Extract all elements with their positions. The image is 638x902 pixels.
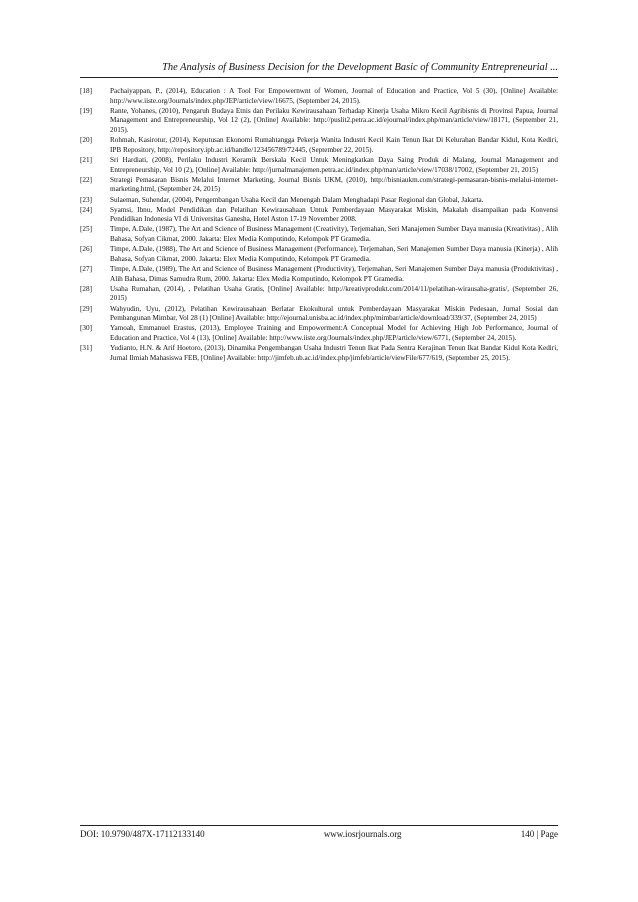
reference-item (80, 107, 558, 136)
reference-number: [29] (80, 304, 92, 313)
running-header-title: The Analysis of Business Decision for the Development Basic of Community Entrepreneurial ... (162, 62, 558, 73)
reference-item (80, 324, 558, 343)
reference-text: Timpe, A.Dale, (1989), The Art and Science of Business Management (Productivity), Terjemahan, Seri Manajemen Sumber Daya manusia (Produktivitas) , Alih Bahasa, Dimas Samudra Rum, 2000. Jakarta: Elex Media Komputindo, Kelompok PT Gramedia. (110, 265, 558, 283)
reference-item (80, 305, 558, 324)
reference-number: [22] (80, 175, 92, 184)
reference-number: [30] (80, 324, 92, 333)
reference-text: Sulaeman, Suhendar, (2004), Pengembangan Usaha Kecil dan Menengah Dalam Menghadapi Pasar Regional dan Global, Jakarta. (110, 195, 484, 204)
reference-number: [19] (80, 106, 92, 115)
reference-text: Rohmah, Kasirotur, (2014), Keputusan Ekonomi Rumahtangga Pekerja Wanita Industri Kecil Kain Tenun Ikat Di Kelurahan Bandar Kidul, Kota Kediri, IPB Repository, http://repository.ipb.ac.id/handle/123456789/72445, (September 22, 2015). (110, 136, 558, 154)
reference-number: [20] (80, 136, 92, 145)
reference-item (80, 245, 558, 264)
reference-item (80, 156, 558, 175)
reference-number: [23] (80, 195, 92, 204)
reference-number: [21] (80, 155, 92, 164)
reference-number: [26] (80, 245, 92, 254)
reference-item (80, 285, 558, 304)
footer-site: www.iosrjournals.org (323, 829, 402, 839)
reference-text: Pachaiyappan, P., (2014), Education : A Tool For Empowernwnt of Women, Journal of Education and Practice, Vol 5 (30), [Online] Available: http://www.iiste.org/Journals/index.php/JEP/article/view/16675, (September 24, 2015). (110, 87, 558, 105)
reference-number: [18] (80, 87, 92, 95)
reference-text: Sri Hardiati, (2008), Perilaku Industri Keramik Berskala Kecil Untuk Meningkatkan Daya Saing Produk di Malang, Journal Management and Entrepreneurship, Vol 10 (2), [Online] Available: http://jurnalmanajemen.petra.ac.id/index.php/man/article/view/17038/17002, (September 21, 2015) (110, 155, 558, 174)
reference-number: [31] (80, 344, 92, 353)
reference-text: Yamoah, Emmanuel Erastus, (2013), Employee Training and Empowerment:A Conceptual Model for Achieving High Job Performance, Journal of Education and Practice, Vol 4 (13), [Online] Available: http://www.iiste.org/Journals/index.php/JEP/article/view/6771, (September 24, 2015). (110, 324, 558, 342)
reference-number: [25] (80, 225, 92, 234)
reference-item (80, 136, 558, 155)
reference-text: Syamsi, Ibnu, Model Pendidikan dan Pelatihan Kewirausahaan Untuk Pemberdayaan Masyarakat Miskin, Makalah disampaikan pada Konvensi Pendidikan Indonesia VI di Universitas Ganesha, Hotel Aston 17-19 November 2008. (110, 205, 558, 224)
reference-text: Strategi Pemasaran Bisnis Melalui Internet Marketing, Journal Bisnis UKM, (2010), http://bisniaukm.com/strategi-pemasaran-bisnis-melalui-internet-marketing.html, (September 24, 2015) (110, 175, 558, 194)
reference-item (80, 206, 558, 225)
footer-doi: DOI: 10.9790/487X-17112133140 (80, 829, 205, 839)
reference-text: Timpe, A.Dale, (1987), The Art and Science of Business Management (Creativity), Terjemahan, Seri Manajemen Sumber Daya manusia (Kreativitas) , Alih Bahasa, Sofyan Cikmat, 2000. Jakarta: Elex Media Komputindo, Kelompok PT Gramedia. (110, 225, 558, 244)
footer-divider (80, 825, 558, 826)
page-footer (80, 829, 558, 839)
reference-text: Timpe, A.Dale, (1988), The Art and Science of Business Management (Performance), Terjemahan, Seri Manajemen Sumber Daya manusia (Kinerja) , Alih Bahasa, Sofyan Cikmat, 2000. Jakarta: Elex Media Komputindo, Kelompok PT Gramedia. (110, 245, 558, 263)
reference-number: [24] (80, 205, 92, 214)
reference-item (80, 87, 558, 106)
reference-item (80, 265, 558, 284)
reference-text: Wahyudin, Uyu, (2012), Pelatihan Kewirausahaan Berlatar Ekokultural untuk Pemberdayaan Masyarakat Miskin Pedesaan, Jurnal Sosial dan Pembangunan Mimbar, Vol 28 (1) [Online] Available: http://ejournal.unisba.ac.id/index.php/mimbar/article/download/339/37, (September 24, 2015) (110, 304, 558, 323)
reference-list (80, 87, 558, 364)
reference-number: [27] (80, 265, 92, 274)
reference-item (80, 344, 558, 363)
reference-text: Usaha Rumahan, (2014), , Pelatihan Usaha Gratis, [Online] Available: http://kreativprodukt.com/2014/11/pelatihan-wirausaha-gratis/, (September 26, 2015) (110, 284, 558, 303)
header-divider (80, 77, 558, 78)
reference-text: Yudianto, H.N. & Arif Hoetoro, (2013), Dinamika Pengembangan Usaha Industri Tenun Ikat Pada Sentra Kerajinan Tenun Ikat Bandar Kidul Kota Kediri, Jurnal Ilmiah Mahasiswa FEB, [Online] Available: http://jimfeb.ub.ac.id/index.php/jimfeb/article/viewFile/677/619, (September 25, 2015). (110, 344, 558, 362)
reference-item (80, 225, 558, 244)
reference-item (80, 176, 558, 195)
reference-number: [28] (80, 284, 92, 293)
reference-text: Rante, Yohanes, (2010), Pengaruh Budaya Etnis dan Perilaku Kewirausahaan Terhadap Kinerja Usaha Mikro Kecil Agribisnis di Provinsi Papua, Journal Management and Entrepreneurship, Vol 12 (2), [Online] Available: http://puslit2.petra.ac.id/ejournal/index.php/man/article/view/18171, (September 21, 2015). (110, 106, 558, 134)
reference-item (80, 196, 558, 206)
footer-page-number: 140 | Page (520, 829, 558, 839)
